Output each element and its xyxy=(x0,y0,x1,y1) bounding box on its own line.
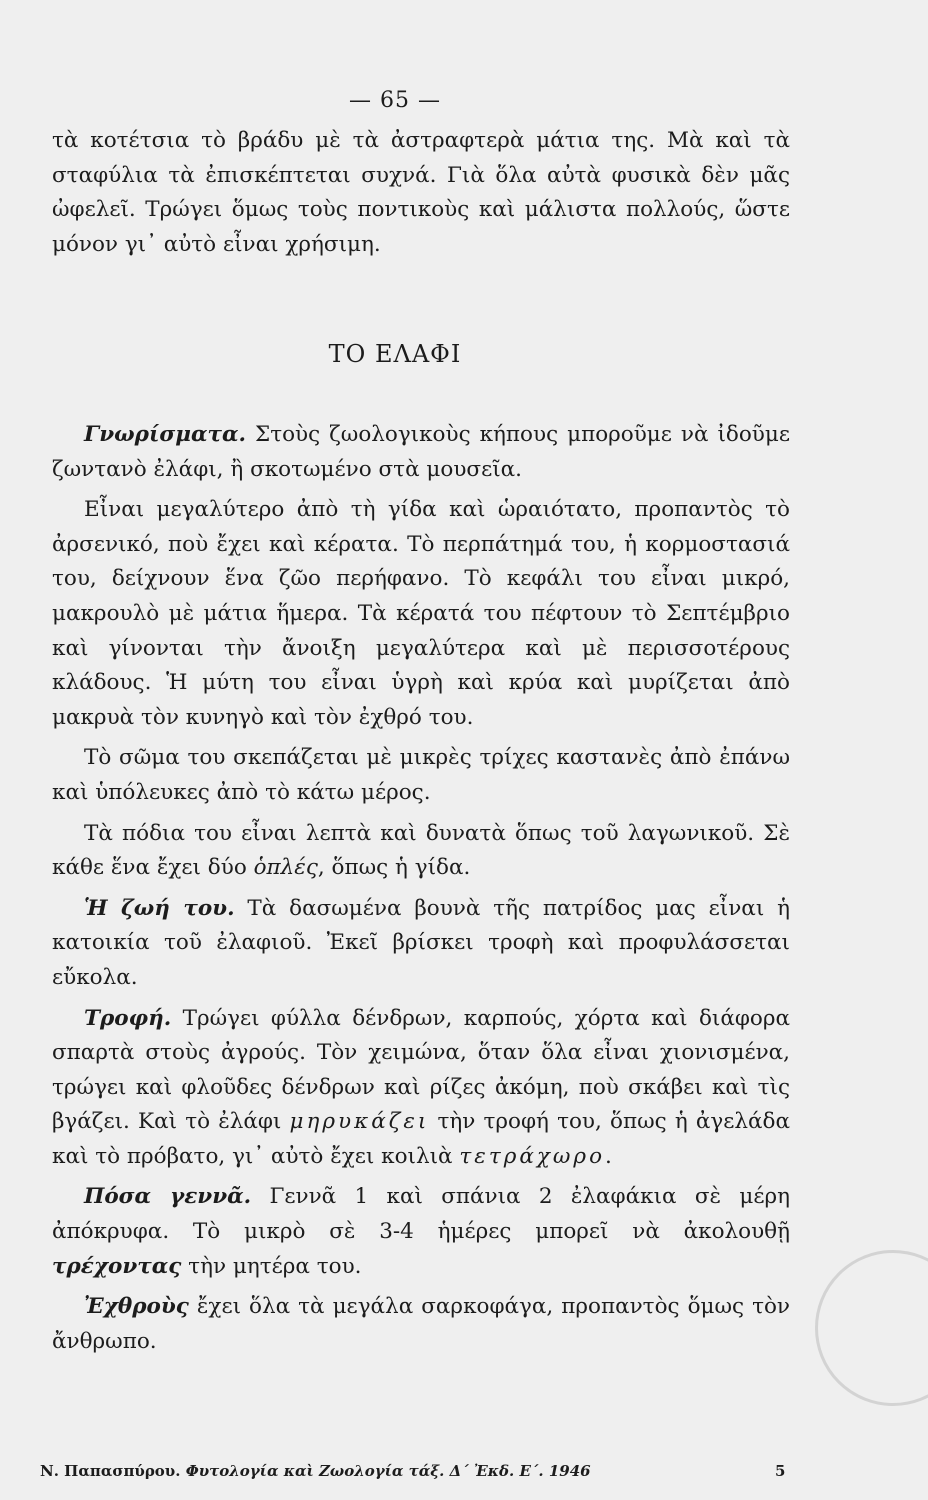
paragraph-appearance: Εἶναι μεγαλύτερο ἀπὸ τὴ γίδα καὶ ὡραιότατο, προπαντὸς τὸ ἀρσενικό, ποὺ ἔχει καὶ κέρατα. Τὸ περπάτημά του, ἡ κορμοστασιά του, δείχνουν ἕνα ζῶο περήφανο. Τὸ κεφάλι του εἶναι μικρό, μακρουλὸ μὲ μάτια ἥμερα. Τὰ κέρατά του πέφτουν τὸ Σεπτέμβριο καὶ γίνονται τὴν ἄνοιξη μεγαλύτερα καὶ μὲ περισσοτέρους κλάδους. Ἡ μύτη του εἶναι ὑγρὴ καὶ κρύα καὶ μυρίζεται ἀπὸ μακρυὰ τὸν κυνηγὸ καὶ τὸν ἐχθρό του. xyxy=(52,497,790,730)
text-life: Τὰ δασωμένα βουνὰ τῆς πατρίδος μας εἶναι ἡ κατοικία τοῦ ἐλαφιοῦ. Ἐκεῖ βρίσκει τροφὴ καὶ προφυλάσσεται εὔκολα. xyxy=(52,895,790,990)
text-legs-before: Τὰ πόδια του εἶναι λεπτὰ καὶ δυνατὰ ὅπως τοῦ λαγωνικοῦ. Σὲ κάθε ἕνα ἔχει δύο xyxy=(52,820,790,881)
page-number: — 65 — xyxy=(349,88,441,113)
paragraph-legs xyxy=(52,817,790,886)
section-heading: ΤΟ ΕΛΑΦΙ xyxy=(328,340,462,368)
paragraph-body: Τὸ σῶμα του σκεπάζεται μὲ μικρὲς τρίχες καστανὲς ἀπὸ ἐπάνω καὶ ὑπόλευκες ἀπὸ τὸ κάτω μέρος. xyxy=(52,745,790,805)
term-trexontas: τρέχοντας xyxy=(52,1253,182,1279)
text-legs-after: , ὅπως ἡ γίδα. xyxy=(317,855,471,881)
intro-text: τὰ κοτέτσια τὸ βράδυ μὲ τὰ ἀστραφτερὰ μάτια της. Μὰ καὶ τὰ σταφύλια τὰ ἐπισκέπτεται συχνά. Γιὰ ὅλα αὐτὰ φυσικὰ δὲν μᾶς ὠφελεῖ. Τρώγει ὅμως τοὺς ποντικοὺς καὶ μάλιστα πολλούς, ὥστε μόνον γι᾽ αὐτὸ εἶναι χρήσιμη. xyxy=(52,128,790,257)
text-food-end: . xyxy=(605,1143,612,1169)
text-gnorismata: Στοὺς ζωολογικοὺς κήπους μποροῦμε νὰ ἰδοῦμε ζωντανὸ ἐλάφι, ἢ σκοτωμένο στὰ μουσεῖα. xyxy=(52,422,790,482)
term-tetraxoro: τετράχωρο xyxy=(459,1143,606,1169)
keyword-life: Ἡ ζωή του. xyxy=(84,895,235,921)
intro-paragraph xyxy=(52,124,790,262)
text-birth-before: Γεννᾶ 1 καὶ σπάνια 2 ἐλαφάκια σὲ μέρη ἀπόκρυφα. Τὸ μικρὸ σὲ 3-4 ἡμέρες μπορεῖ νὰ ἀκολουθῇ xyxy=(52,1184,790,1245)
text-birth-after: τὴν μητέρα του. xyxy=(181,1253,362,1279)
paragraph-food xyxy=(52,1002,790,1175)
footer-author: Ν. Παπασπύρου. xyxy=(40,1462,181,1480)
keyword-food: Τροφή. xyxy=(84,1005,172,1031)
text-food-before: Τρώγει φύλλα δένδρων, καρπούς, χόρτα καὶ διάφορα σπαρτὰ στοὺς ἀγρούς. Τὸν χειμώνα, ὅταν ὅλα εἶναι χιονισμένα, τρώγει καὶ φλοῦδες δένδρων καὶ ρίζες ἀκόμη, ποὺ σκάβει καὶ τὶς βγάζει. Καὶ τὸ ἐλάφι xyxy=(52,1005,790,1135)
library-stamp xyxy=(815,1250,928,1406)
paragraph-birth xyxy=(52,1180,790,1284)
keyword-enemies: Ἐχθροὺς xyxy=(84,1294,189,1320)
paragraph-enemies xyxy=(52,1290,790,1359)
term-oples: ὁπλές xyxy=(253,855,318,881)
keyword-birth: Πόσα γεννᾶ. xyxy=(84,1184,252,1210)
footer-title: Φυτολογία καὶ Ζωολογία τάξ. Δ´ Ἐκδ. Ε´. 1946 xyxy=(185,1462,591,1480)
page-footer xyxy=(40,1462,800,1480)
text-food-after: τὴν τροφή του, ὅπως ἡ ἀγελάδα καὶ τὸ πρόβατο, γι᾽ αὐτὸ ἔχει κοιλιὰ xyxy=(52,1109,790,1169)
text-enemies: ἔχει ὅλα τὰ μεγάλα σαρκοφάγα, προπαντὸς ὅμως τὸν ἄνθρωπο. xyxy=(52,1294,790,1354)
paragraph-gnorismata xyxy=(52,418,790,487)
article-body xyxy=(52,418,790,1359)
term-mirykazei: μηρυκάζει xyxy=(289,1109,430,1135)
signature-mark: 5 xyxy=(775,1462,786,1480)
keyword-gnorismata: Γνωρίσματα. xyxy=(84,422,246,447)
paragraph-life xyxy=(52,892,790,996)
